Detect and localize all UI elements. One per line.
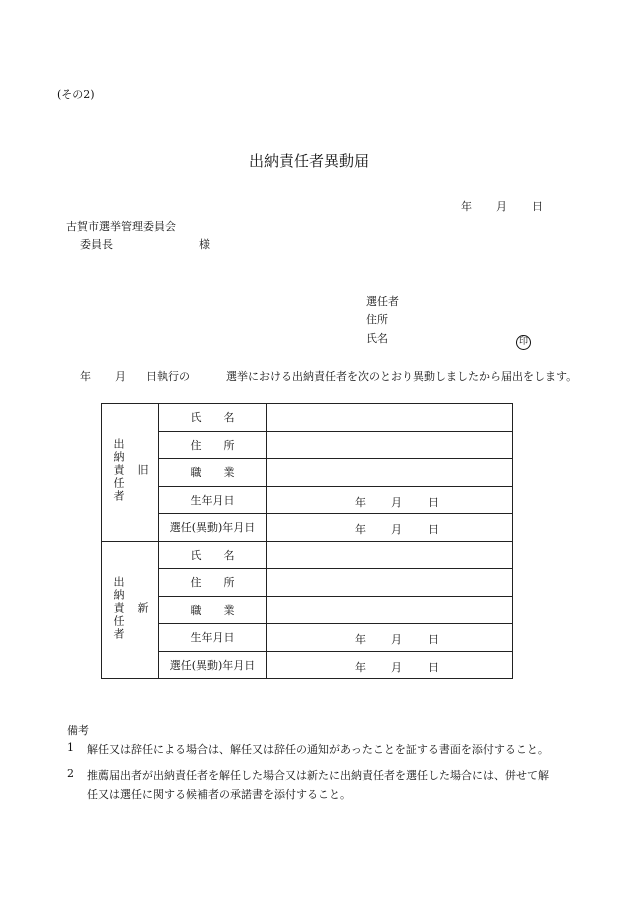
row-label: 生年月日 bbox=[159, 624, 267, 652]
table-row bbox=[102, 651, 513, 679]
old-address-cell[interactable] bbox=[267, 431, 513, 459]
addressee-org: 古賀市選挙管理委員会 bbox=[66, 220, 176, 233]
remark-number: 1 bbox=[67, 741, 74, 754]
remark-text: 推薦届出者が出納責任者を解任した場合又は新たに出納責任者を選任した場合には、併せて解 bbox=[87, 769, 549, 782]
new-appointment-date-cell[interactable] bbox=[267, 651, 513, 679]
seal-mark-text: 印 bbox=[516, 335, 531, 350]
table-row bbox=[102, 431, 513, 459]
row-label: 氏 名 bbox=[159, 541, 267, 569]
row-label: 氏 名 bbox=[159, 404, 267, 432]
appointer-name-label: 氏名 bbox=[366, 332, 388, 345]
table-row bbox=[102, 404, 513, 432]
intro-year: 年 bbox=[80, 370, 91, 383]
date-year: 年 bbox=[355, 633, 366, 646]
row-label: 住 所 bbox=[159, 431, 267, 459]
intro-day-exec: 日執行の bbox=[146, 370, 190, 383]
new-group-label: 新 出納責任者 bbox=[112, 575, 149, 641]
old-group-label: 旧 出納責任者 bbox=[112, 438, 149, 504]
date-month-label: 月 bbox=[496, 200, 507, 213]
date-day: 日 bbox=[428, 495, 439, 509]
date-month: 月 bbox=[391, 660, 402, 674]
appointer-heading: 選任者 bbox=[366, 295, 399, 308]
date-day: 日 bbox=[428, 660, 439, 674]
table-row bbox=[102, 569, 513, 597]
row-label: 職 業 bbox=[159, 459, 267, 487]
treasurer-change-table bbox=[101, 403, 513, 679]
new-name-cell[interactable] bbox=[267, 541, 513, 569]
date-day: 日 bbox=[428, 523, 439, 536]
new-occupation-cell[interactable] bbox=[267, 596, 513, 624]
row-label: 選任(異動)年月日 bbox=[159, 514, 267, 542]
old-occupation-cell[interactable] bbox=[267, 459, 513, 487]
old-appointment-date-cell[interactable] bbox=[267, 514, 513, 542]
old-treasurer-group bbox=[102, 404, 159, 542]
date-month: 月 bbox=[391, 523, 402, 536]
remark-text-continued: 任又は選任に関する候補者の承諾書を添付すること。 bbox=[87, 788, 351, 801]
date-year: 年 bbox=[355, 495, 366, 509]
table-row bbox=[102, 514, 513, 542]
seal-mark-icon bbox=[516, 329, 531, 350]
row-label: 選任(異動)年月日 bbox=[159, 651, 267, 679]
old-name-cell[interactable] bbox=[267, 404, 513, 432]
date-month: 月 bbox=[391, 495, 402, 509]
date-day: 日 bbox=[428, 633, 439, 646]
intro-month: 月 bbox=[115, 370, 126, 383]
date-year-label: 年 bbox=[461, 200, 472, 213]
addressee-honorific: 様 bbox=[199, 238, 210, 251]
row-label: 職 業 bbox=[159, 596, 267, 624]
new-treasurer-group bbox=[102, 541, 159, 679]
row-label: 住 所 bbox=[159, 569, 267, 597]
table-row bbox=[102, 541, 513, 569]
appointer-address-label: 住所 bbox=[366, 313, 388, 326]
old-birthdate-cell[interactable] bbox=[267, 486, 513, 514]
new-address-cell[interactable] bbox=[267, 569, 513, 597]
table-row bbox=[102, 459, 513, 487]
date-month: 月 bbox=[391, 633, 402, 646]
date-year: 年 bbox=[355, 523, 366, 536]
remarks-heading: 備考 bbox=[67, 724, 89, 737]
new-birthdate-cell[interactable] bbox=[267, 624, 513, 652]
date-day-label: 日 bbox=[532, 200, 543, 213]
row-label: 生年月日 bbox=[159, 486, 267, 514]
page-title: 出納責任者異動届 bbox=[249, 152, 370, 170]
date-year: 年 bbox=[355, 660, 366, 674]
table-row bbox=[102, 486, 513, 514]
remark-number: 2 bbox=[67, 767, 74, 780]
remark-text: 解任又は辞任による場合は、解任又は辞任の通知があったことを証する書面を添付すること。 bbox=[87, 743, 549, 756]
form-number-label: (その2) bbox=[57, 88, 95, 101]
table-row bbox=[102, 624, 513, 652]
addressee-chair: 委員長 bbox=[80, 238, 113, 251]
table-row bbox=[102, 596, 513, 624]
intro-rest: 選挙における出納責任者を次のとおり異動しましたから届出をします。 bbox=[226, 370, 578, 383]
